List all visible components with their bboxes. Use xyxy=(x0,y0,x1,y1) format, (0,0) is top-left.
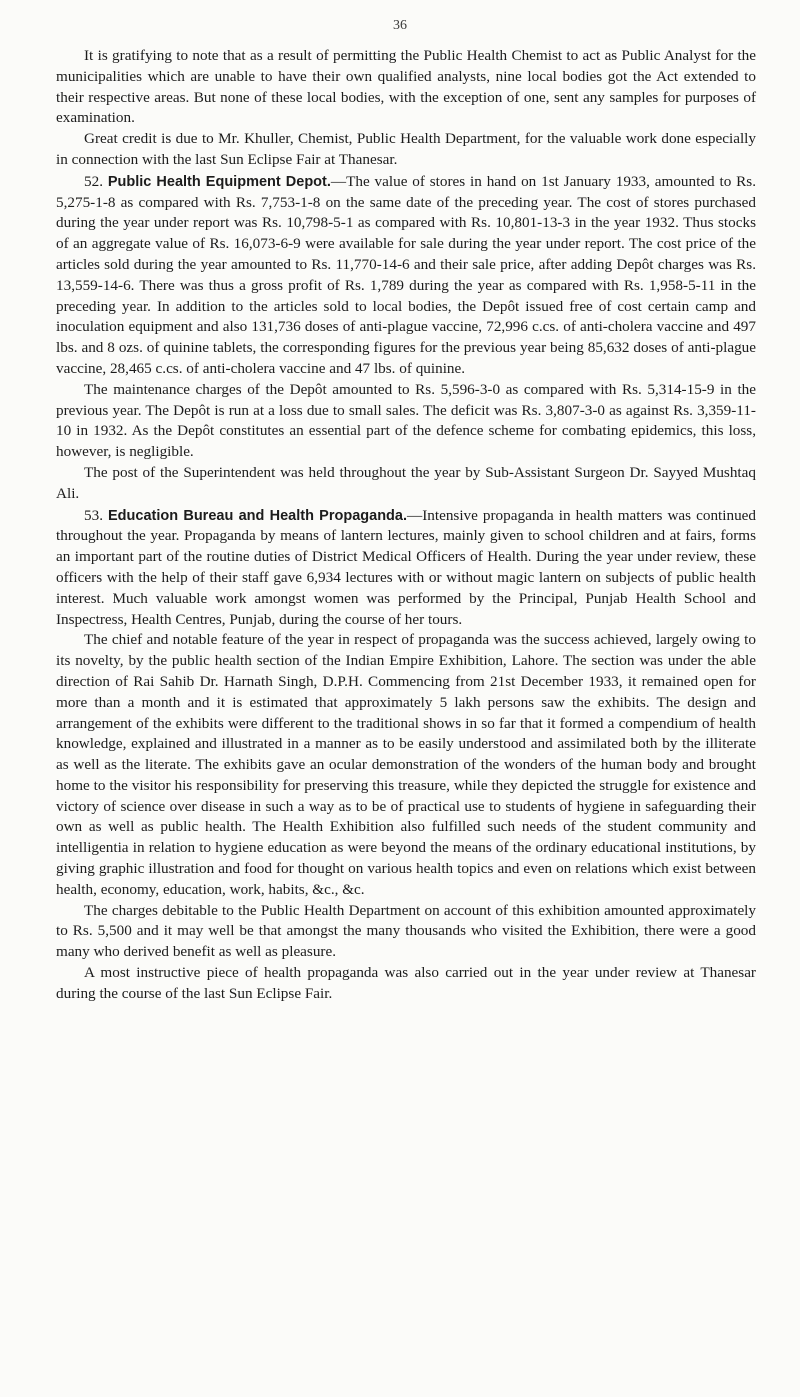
paragraph-exhibition xyxy=(56,630,756,900)
body-text xyxy=(56,46,756,1005)
section-53-education-bureau xyxy=(56,506,756,631)
section-heading: Education Bureau and Health Propaganda. xyxy=(108,507,408,524)
paragraph-thanesar-propaganda xyxy=(56,963,756,1005)
paragraph-text: A most instructive piece of health propaganda was also carried out in the year under review at Thanesar during the course of the last Sun Eclipse Fair. xyxy=(56,964,756,1002)
paragraph-text: Great credit is due to Mr. Khuller, Chemist, Public Health Department, for the valuable work done especially in connection with the last Sun Eclipse Fair at Thanesar. xyxy=(56,130,756,168)
paragraph-superintendent xyxy=(56,463,756,505)
paragraph-text: The maintenance charges of the Depôt amounted to Rs. 5,596-3-0 as compared with Rs. 5,314-15-9 in the previous year. The Depôt is run at a loss due to small sales. The deficit was Rs. 3,807-3-0 as against Rs. 3,359-11-10 in 1932. As the Depôt constitutes an essential part of the defence scheme for combating epidemics, this loss, however, is negligible. xyxy=(56,380,756,461)
paragraph-analysts xyxy=(56,46,756,129)
section-heading: Public Health Equipment Depot. xyxy=(107,173,331,190)
section-number: 53. xyxy=(84,506,103,524)
paragraph-text: —The value of stores in hand on 1st January 1933, amounted to Rs. 5,275-1-8 as compared with Rs. 7,753-1-8 on the same date of the preceding year. The cost of stores purchased during the year under report was Rs. 10,798-5-1 as compared with Rs. 10,801-13-3 in the year 1932. Thus stocks of an aggregate value of Rs. 16,073-6-9 were available for sale during the year under report. The cost price of the articles sold during the year amounted to Rs. 11,770-14-6 and their sale price, after adding Depôt charges was Rs. 13,559-14-6. There was thus a gross profit of Rs. 1,789 during the year as compared with Rs. 1,958-5-11 in the preceding year. In addition to the articles sold to local bodies, the Depôt issued free of cost certain camp and inoculation equipment and also 131,736 doses of anti-plague vaccine, 72,996 c.cs. of anti-cholera vaccine and 497 lbs. and 8 ozs. of quinine tablets, the corresponding figures for the previous year being 85,632 doses of anti-plague vaccine, 28,465 c.cs. of anti-cholera vaccine and 47 lbs. of quinine. xyxy=(56,172,756,377)
section-52-equipment-depot xyxy=(56,172,756,380)
paragraph-text: It is gratifying to note that as a result of permitting the Public Health Chemist to act as Public Analyst for the municipalities which are unable to have their own qualified analysts, nine local bodies got the Act extended to their respective areas. But none of these local bodies, with the exception of one, sent any samples for purposes of examination. xyxy=(56,47,756,127)
page-number: 36 xyxy=(393,18,407,33)
paragraph-text: The post of the Superintendent was held throughout the year by Sub-Assistant Surgeon Dr. Sayyed Mushtaq Ali. xyxy=(56,463,756,502)
section-number: 52. xyxy=(84,172,103,190)
paragraph-text: —Intensive propaganda in health matters was continued throughout the year. Propaganda by means of lantern lectures, mainly given to school children and at fairs, forms an important part of the routine duties of District Medical Officers of Health. During the year under review, these officers with the help of their staff gave 6,934 lectures with or without magic lantern on subjects of public health interest. Much valuable work amongst women was performed by the Principal, Punjab Health School and Inspectress, Health Centres, Punjab, during the course of her tours. xyxy=(56,506,757,628)
paragraph-exhibition-charges xyxy=(56,901,756,963)
paragraph-khuller-credit xyxy=(56,129,756,171)
paragraph-text: The chief and notable feature of the year in respect of propaganda was the success achieved, largely owing to its novelty, by the public health section of the Indian Empire Exhibition, Lahore. The section was under the able direction of Rai Sahib Dr. Harnath Singh, D.P.H. Commencing from 21st December 1933, it remained open for more than a month and it is estimated that approximately 5 lakh persons saw the exhibits. The design and arrangement of the exhibits were different to the traditional shows in so far that it formed a compendium of health knowledge, explained and illustrated in a manner as to be easily understood and assimilated both by the illiterate as well as the literate. The exhibits gave an ocular demonstration of the wonders of the human body and brought home to the visitor his responsibility for preserving this treasure, while they depicted the struggle for existence and victory of science over disease in such a way as to be of practical use to students of hygiene in safeguarding their own as well as public health. The Health Exhibition also fulfilled such needs of the student community and intelligentia in relation to hygiene education as were beyond the means of the ordinary educational institutions, by giving graphic illustration and food for thought on various health topics and even on relations which exist between health, economy, education, work, habits, &c., &c. xyxy=(56,631,756,898)
paragraph-maintenance-charges xyxy=(56,380,756,463)
paragraph-text: The charges debitable to the Public Health Department on account of this exhibition amounted approximately to Rs. 5,500 and it may well be that amongst the many thousands who visited the Exhibition, there were a good many who derived benefit as well as pleasure. xyxy=(56,901,756,961)
